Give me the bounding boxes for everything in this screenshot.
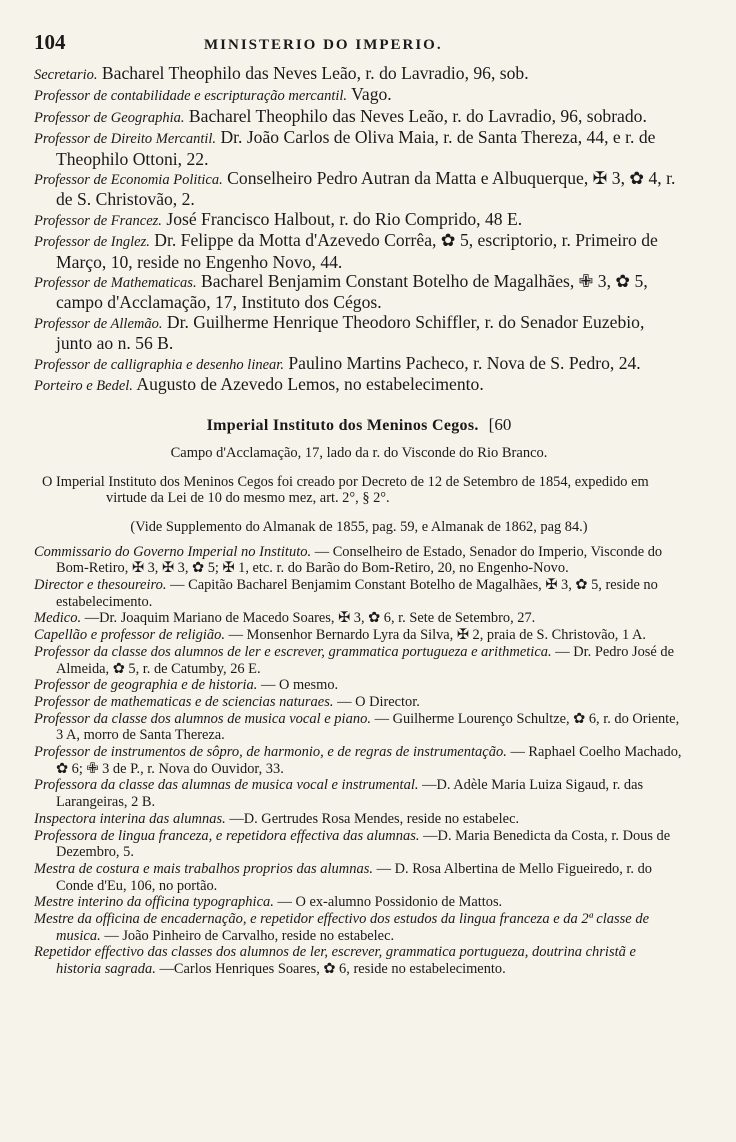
list-item [34,169,684,210]
entry-role: Capellão e professor de religião. [34,627,226,644]
list-item [34,744,684,777]
entry-text: —Dr. Joaquim Mariano de Macedo Soares, ✠ 3, ✿ 6, r. Sete de Setembro, 27. [84,610,536,627]
list-item [34,677,684,694]
entry-text: —D. Gertrudes Rosa Mendes, reside no estabelec. [229,810,520,827]
entry-text: — O Director. [337,693,420,710]
running-title: MINISTERIO DO IMPERIO. [204,37,443,53]
entry-text: — Monsenhor Bernardo Lyra da Silva, ✠ 2, praia de S. Christovão, 1 A. [228,627,646,644]
list-item [34,544,684,577]
list-item [34,828,684,861]
entry-role: Repetidor effectivo das classes dos alumnos de ler, escrever, grammatica portugueza, doutrina christã e historia sagrada. [34,944,636,978]
institute-body [34,474,684,978]
entry-role: Mestre da officina de encadernação, e repetidor effectivo dos estudos da lingua franceza e da 2ª classe de musica. [34,911,650,944]
list-item [34,894,684,911]
document-page [34,30,684,978]
list-item [34,627,684,644]
list-item [34,694,684,711]
entry-role: Professor da classe dos alumnos de musica vocal e piano. [34,710,371,727]
entry-role: Professora da classe das alumnas de musica vocal e instrumental. [34,777,419,794]
entry-text: — O ex-alumno Possidonio de Mattos. [277,894,503,911]
entry-role: Director e thesoureiro. [34,577,167,594]
entry-role: Professor de geographia e de historia. [34,677,258,694]
entry-role: Inspectora interina das alumnas. [34,810,226,827]
entry-text: Paulino Martins Pacheco, r. Nova de S. Pedro, 24. [288,352,641,373]
entry-role: Mestra de costura e mais trabalhos proprios das alumnas. [34,860,374,877]
entry-text: — Guilherme Lourenço Schultze, ✿ 6, r. do Oriente, 3 A, morro de Santa Thereza. [56,710,680,744]
list-item [34,64,684,85]
section-count: [60 [488,414,512,434]
entry-text: Dr. Guilherme Henrique Theodoro Schiffler, r. do Senador Euzebio, junto ao n. 56 B. [56,311,645,354]
entry-text: — D. Rosa Albertina de Mello Figueiredo, r. do Conde d'Eu, 106, no portão. [56,860,653,894]
decree-paragraph: O Imperial Instituto dos Meninos Cegos foi creado por Decreto de 12 de Setembro de 1854, expedido em virtude da Lei de 10 do mesmo mez, art. 2°, § 2°. [42,473,649,507]
entry-text: — João Pinheiro de Carvalho, reside no estabelec. [104,927,395,944]
faculty-list [34,64,684,397]
staff-list [34,544,684,978]
entry-text: — Conselheiro de Estado, Senador do Imperio, Visconde do Bom-Retiro, ✠ 3, ✠ 3, ✿ 5; ✠ 1, etc. r. do Barão do Bom-Retiro, 20, no Engenho-Novo. [56,543,663,577]
entry-text: Bacharel Theophilo das Neves Leão, r. do Lavradio, 96, sobrado. [188,105,647,126]
entry-text: Dr. João Carlos de Oliva Maia, r. de Santa Thereza, 44, e r. de Theophilo Ottoni, 22. [56,127,656,169]
list-item [34,911,684,944]
list-item [34,944,684,977]
entry-role: Secretario. [34,67,98,83]
list-item [34,811,684,828]
entry-text: Augusto de Azevedo Lemos, no estabelecimento. [136,374,484,395]
entry-role: Professor de Economia Politica. [34,172,223,189]
list-item [34,644,684,677]
entry-role: Professor de Inglez. [34,234,150,251]
list-item [34,777,684,810]
list-item [34,107,684,128]
entry-role: Professor de Geographia. [34,109,185,126]
list-item [34,85,684,106]
entry-role: Commissario do Governo Imperial no Instituto. [34,543,312,560]
entry-text: —Carlos Henriques Soares, ✿ 6, reside no estabelecimento. [159,961,506,978]
list-item [34,861,684,894]
entry-role: Medico. [34,610,82,627]
list-item [34,272,684,313]
institute-address: Campo d'Acclamação, 17, lado da r. do Visconde do Rio Branco. [170,444,548,461]
entry-text: Bacharel Theophilo das Neves Leão, r. do Lavradio, 96, sob. [101,63,529,83]
entry-role: Mestre interino da officina typographica. [34,894,274,911]
list-item [34,128,684,169]
entry-text: Bacharel Benjamim Constant Botelho de Magalhães, ✙ 3, ✿ 5, campo d'Acclamação, 17, Instituto dos Cégos. [56,271,648,313]
entry-text: Conselheiro Pedro Autran da Matta e Albuquerque, ✠ 3, ✿ 4, r. de S. Christovão, 2. [56,168,676,210]
entry-role: Porteiro e Bedel. [34,378,133,395]
entry-role: Professor de mathematicas e de sciencias naturaes. [34,693,334,710]
entry-text: — Dr. Pedro José de Almeida, ✿ 5, r. de Catumby, 26 E. [56,643,674,677]
entry-role: Professor da classe dos alumnos de ler e escrever, grammatica portugueza e arithmetica. [34,643,552,660]
entry-text: Dr. Felippe da Motta d'Azevedo Corrêa, ✿ 5, escriptorio, r. Primeiro de Março, 10, reside no Engenho Novo, 44. [56,230,658,272]
list-item [34,313,684,354]
list-item [34,354,684,375]
entry-text: — O mesmo. [261,677,339,694]
list-item [34,375,684,396]
list-item [34,610,684,627]
list-item [34,711,684,744]
supplement-note: (Vide Supplemento do Almanak de 1855, pag. 59, e Almanak de 1862, pag 84.) [130,518,588,535]
list-item [34,231,684,272]
list-item [34,577,684,610]
entry-text: José Francisco Halbout, r. do Rio Comprido, 48 E. [166,208,523,229]
entry-role: Professor de instrumentos de sôpro, de harmonio, e de regras de instrumentação. [34,744,507,761]
list-item [34,210,684,231]
section-title: Imperial Instituto dos Meninos Cegos. [206,416,479,434]
entry-role: Professor de calligraphia e desenho linear. [34,356,284,373]
entry-text: — Capitão Bacharel Benjamim Constant Botelho de Magalhães, ✠ 3, ✿ 5, reside no estabelecimento. [56,577,658,610]
entry-text: —D. Adèle Maria Luiza Sigaud, r. das Larangeiras, 2 B. [56,777,644,811]
entry-role: Professor de Francez. [34,212,162,229]
entry-text: —D. Maria Benedicta da Costa, r. Dous de Dezembro, 5. [56,827,671,861]
entry-role: Professor de Mathematicas. [34,275,197,292]
entry-role: Professor de contabilidade e escripturação mercantil. [34,88,348,105]
entry-role: Professora de lingua franceza, e repetidora effectiva das alumnas. [34,827,420,844]
entry-text: — Raphael Coelho Machado, ✿ 6; ✙ 3 de P., r. Nova do Ouvidor, 33. [56,744,682,777]
page-header [34,30,684,60]
section-heading [34,415,684,435]
entry-role: Professor de Allemão. [34,315,163,332]
page-number: 104 [34,30,66,54]
entry-role: Professor de Direito Mercantil. [34,131,217,148]
entry-text: Vago. [351,84,392,105]
